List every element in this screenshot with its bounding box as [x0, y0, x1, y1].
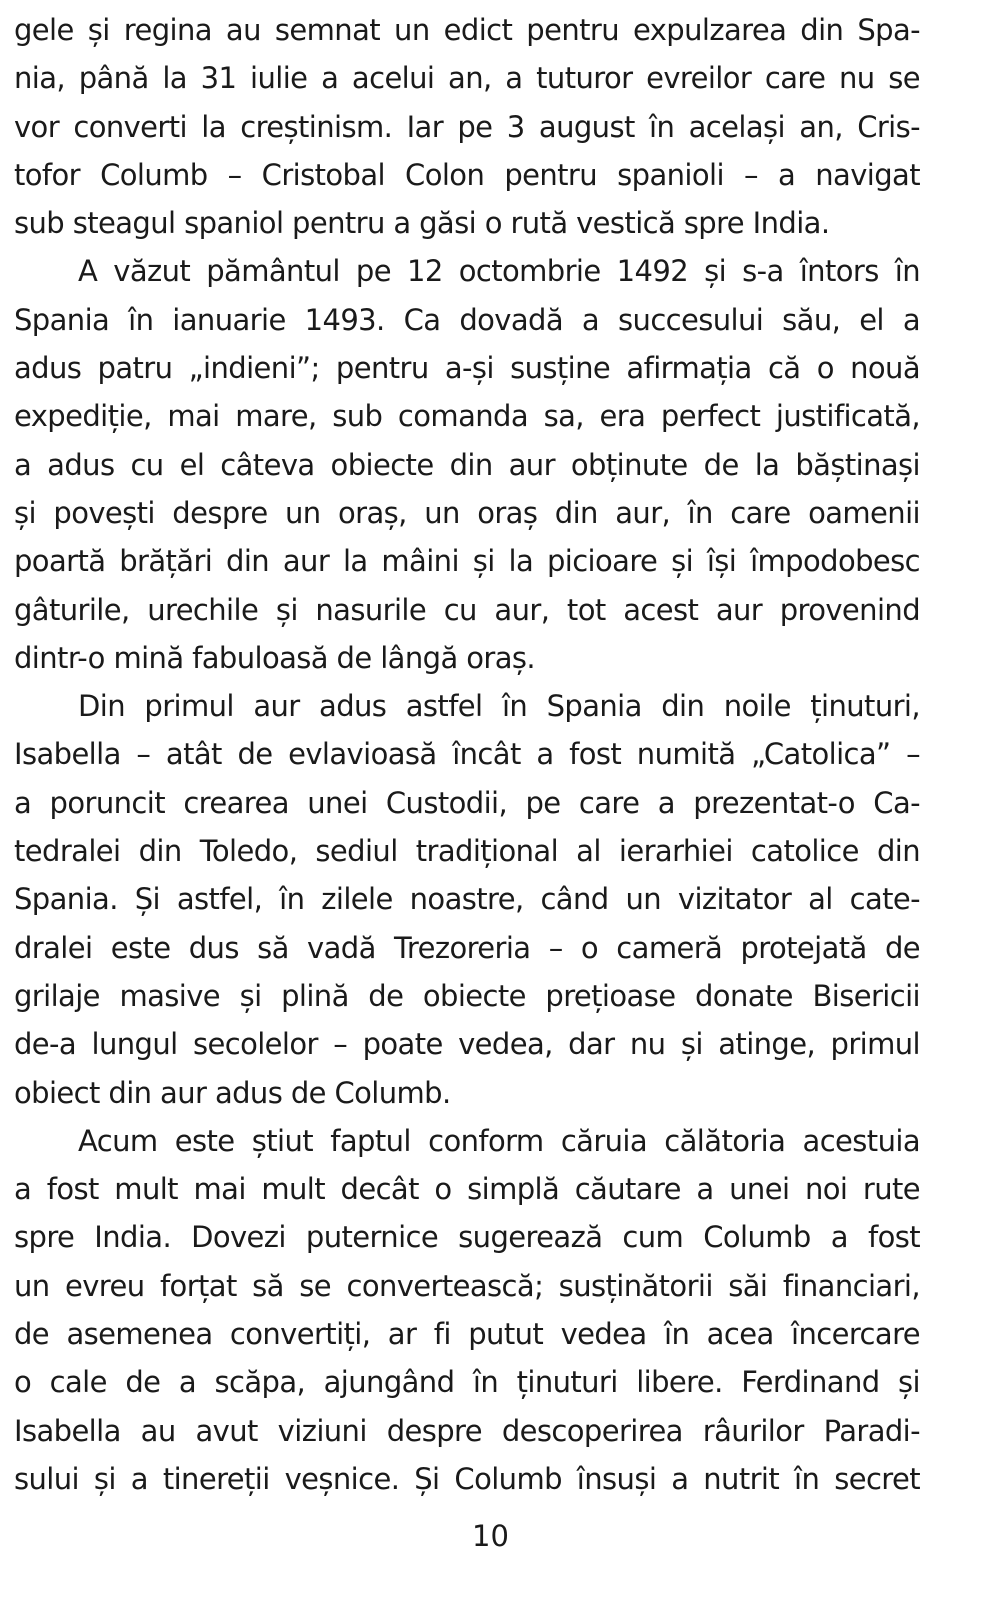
text-line: a poruncit crearea unei Custodii, pe care a prezentat-o Ca- — [14, 785, 920, 820]
text-line: Acum este știut faptul conform căruia călătoria acestuia — [78, 1123, 920, 1158]
text-line: A văzut pământul pe 12 octombrie 1492 și s-a întors în — [78, 254, 920, 289]
text-line: obiect din aur adus de Columb. — [14, 1075, 451, 1110]
text-line: o cale de a scăpa, ajungând în ținuturi libere. Ferdinand și — [14, 1365, 920, 1400]
text-line: și povești despre un oraș, un oraș din aur, în care oamenii — [14, 495, 920, 530]
body-text — [14, 6, 920, 1503]
text-line: Spania. Și astfel, în zilele noastre, când un vizitator al cate- — [14, 882, 920, 917]
text-line: a adus cu el câteva obiecte din aur obținute de la băștinași — [14, 447, 920, 482]
text-line: vor converti la creștinism. Iar pe 3 august în același an, Cris- — [14, 109, 920, 144]
text-line: de-a lungul secolelor – poate vedea, dar nu și atinge, primul — [14, 1027, 920, 1062]
text-line: expediție, mai mare, sub comanda sa, era perfect justificată, — [14, 399, 920, 434]
text-line: sului și a tinereții veșnice. Și Columb însuși a nutrit în secret — [14, 1461, 920, 1496]
text-line: tofor Columb – Cristobal Colon pentru spanioli – a navigat — [14, 157, 920, 192]
text-line: Isabella – atât de evlavioasă încât a fost numită „Catolica” – — [14, 737, 920, 772]
text-line: poartă brățări din aur la mâini și la picioare și își împodobesc — [14, 544, 920, 579]
text-line: Din primul aur adus astfel în Spania din noile ținuturi, — [78, 689, 920, 724]
text-line: un evreu forțat să se convertească; susținătorii săi financiari, — [14, 1268, 920, 1303]
text-line: tedralei din Toledo, sediul tradițional al ierarhiei catolice din — [14, 834, 920, 869]
text-line: sub steagul spaniol pentru a găsi o rută vestică spre India. — [14, 206, 830, 241]
text-line: grilaje masive și plină de obiecte prețioase donate Bisericii — [14, 978, 920, 1013]
text-line: adus patru „indieni”; pentru a-și susține afirmația că o nouă — [14, 351, 920, 386]
page-number: 10 — [472, 1519, 509, 1553]
text-line: Spania în ianuarie 1493. Ca dovadă a succesului său, el a — [14, 302, 920, 337]
text-line: de asemenea convertiți, ar fi putut vedea în acea încercare — [14, 1317, 920, 1352]
text-line: spre India. Dovezi puternice sugerează cum Columb a fost — [14, 1220, 920, 1255]
text-line: dintr-o mină fabuloasă de lângă oraș. — [14, 640, 535, 675]
text-line: dralei este dus să vadă Trezoreria – o cameră protejată de — [14, 930, 920, 965]
text-line: gele și regina au semnat un edict pentru expulzarea din Spa- — [14, 13, 920, 47]
text-line: Isabella au avut viziuni despre descoperirea râurilor Paradi- — [14, 1413, 920, 1448]
text-line: gâturile, urechile și nasurile cu aur, tot acest aur provenind — [14, 592, 920, 627]
text-line: a fost mult mai mult decât o simplă căutare a unei noi rute — [14, 1172, 920, 1207]
text-line: nia, până la 31 iulie a acelui an, a tuturor evreilor care nu se — [14, 61, 920, 96]
